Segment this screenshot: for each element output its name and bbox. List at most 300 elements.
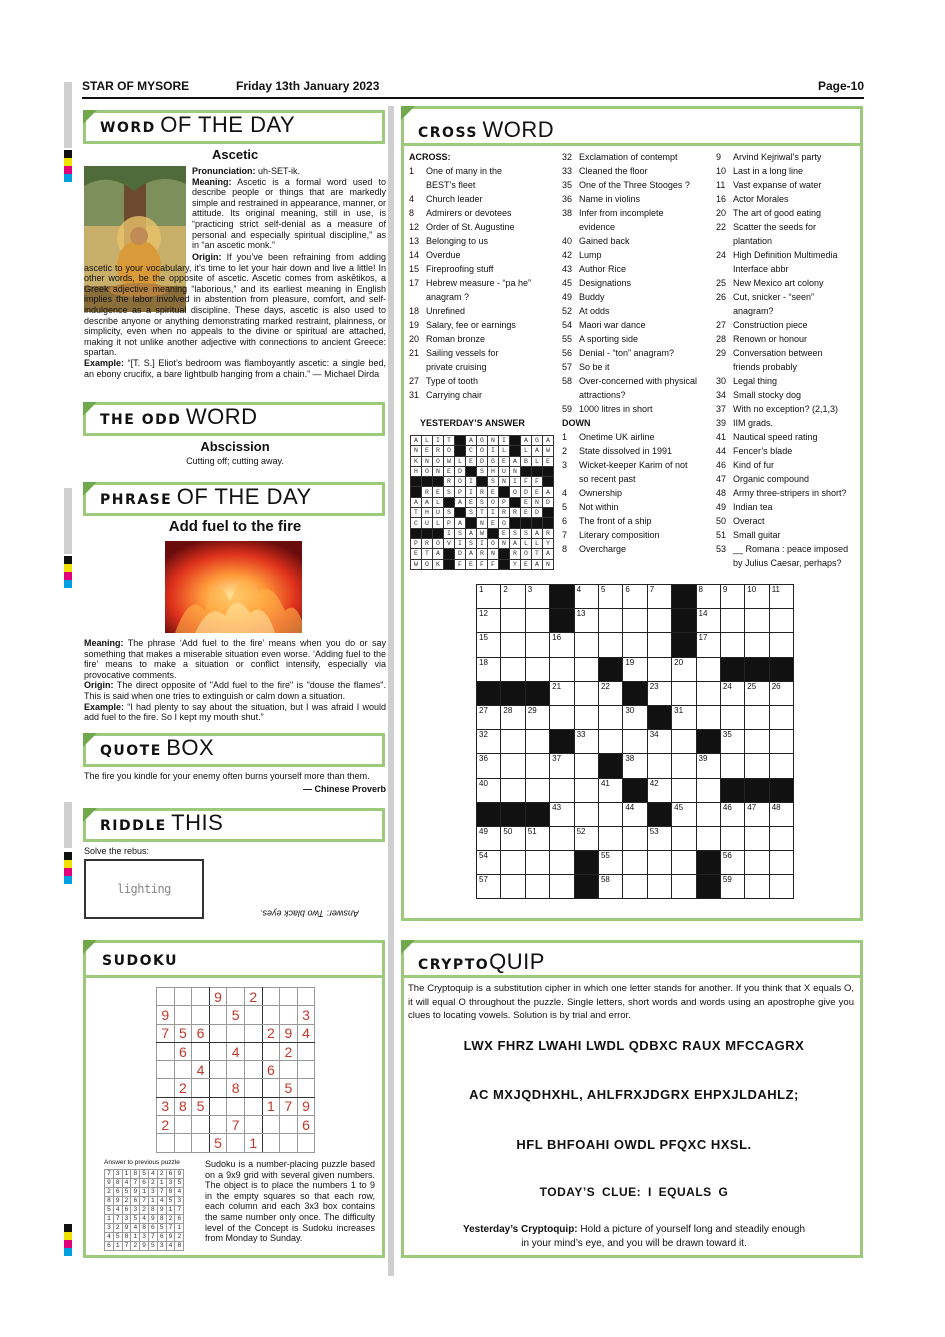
clue-item bbox=[716, 206, 862, 220]
crossword-cell[interactable] bbox=[623, 705, 647, 729]
crossword-cell[interactable] bbox=[525, 778, 549, 802]
crossword-cell[interactable] bbox=[501, 705, 525, 729]
crossword-cell[interactable] bbox=[477, 657, 501, 681]
crossword-cell[interactable] bbox=[745, 826, 769, 850]
sudoku-empty-cell[interactable] bbox=[262, 1134, 280, 1152]
crossword-cell[interactable] bbox=[696, 609, 720, 633]
clue-number: 30 bbox=[716, 376, 727, 386]
crossword-cell[interactable] bbox=[623, 730, 647, 754]
crossword-cell[interactable] bbox=[501, 875, 525, 899]
crossword-cell[interactable] bbox=[720, 875, 744, 899]
crossword-cell[interactable] bbox=[647, 730, 671, 754]
sudoku-empty-cell[interactable] bbox=[244, 1042, 262, 1060]
crossword-cell[interactable] bbox=[598, 875, 622, 899]
crossword-cell[interactable] bbox=[598, 778, 622, 802]
sudoku-empty-cell[interactable] bbox=[262, 1006, 280, 1024]
crossword-cell[interactable] bbox=[647, 681, 671, 705]
crossword-cell[interactable] bbox=[477, 754, 501, 778]
sudoku-empty-cell[interactable] bbox=[174, 1006, 192, 1024]
crossword-cell[interactable] bbox=[550, 754, 574, 778]
sudoku-empty-cell[interactable] bbox=[262, 988, 280, 1006]
crossword-cell[interactable] bbox=[696, 778, 720, 802]
clue-number: 51 bbox=[716, 530, 727, 540]
answer-cell: 2 bbox=[113, 1224, 122, 1233]
sudoku-empty-cell[interactable] bbox=[209, 1024, 227, 1042]
crossword-cell[interactable] bbox=[672, 705, 696, 729]
crossword-cell[interactable] bbox=[623, 875, 647, 899]
corner-accent bbox=[83, 482, 97, 496]
crossword-cell[interactable] bbox=[477, 609, 501, 633]
crossword-cell[interactable] bbox=[672, 802, 696, 826]
crossword-cell[interactable] bbox=[720, 633, 744, 657]
clue-text: Actor Morales bbox=[733, 194, 789, 204]
clue-item bbox=[562, 500, 712, 514]
clue-item bbox=[562, 514, 712, 528]
crossword-cell[interactable] bbox=[647, 633, 671, 657]
crossword-black-cell bbox=[598, 754, 622, 778]
crossword-cell[interactable] bbox=[745, 730, 769, 754]
crossword-cell[interactable] bbox=[769, 851, 793, 875]
crossword-cell[interactable] bbox=[574, 754, 598, 778]
crossword-cell[interactable] bbox=[672, 778, 696, 802]
sudoku-given-cell: 9 bbox=[157, 1006, 175, 1024]
answer-cell: 4 bbox=[166, 1242, 175, 1251]
sudoku-empty-cell[interactable] bbox=[174, 1061, 192, 1079]
clue-text: Nautical speed rating bbox=[733, 432, 818, 442]
sudoku-empty-cell[interactable] bbox=[209, 1079, 227, 1097]
crossword-cell[interactable] bbox=[745, 585, 769, 609]
answer-black-cell bbox=[466, 518, 477, 528]
sudoku-empty-cell[interactable] bbox=[262, 1079, 280, 1097]
answer-cell: E bbox=[488, 487, 499, 497]
sudoku-empty-cell[interactable] bbox=[227, 1024, 245, 1042]
sudoku-empty-cell[interactable] bbox=[209, 1006, 227, 1024]
sudoku-empty-cell[interactable] bbox=[192, 1134, 210, 1152]
crossword-cell[interactable] bbox=[525, 705, 549, 729]
crossword-cell[interactable] bbox=[647, 609, 671, 633]
crossword-cell[interactable] bbox=[525, 633, 549, 657]
crossword-cell[interactable] bbox=[574, 730, 598, 754]
sudoku-empty-cell[interactable] bbox=[157, 1079, 175, 1097]
clue-number: 41 bbox=[716, 432, 727, 442]
sudoku-empty-cell[interactable] bbox=[209, 1116, 227, 1134]
crossword-cell[interactable] bbox=[598, 585, 622, 609]
crossword-black-cell bbox=[720, 778, 744, 802]
crossword-cell[interactable] bbox=[525, 826, 549, 850]
clue-item bbox=[409, 262, 559, 276]
crossword-cell[interactable] bbox=[623, 633, 647, 657]
crossword-cell[interactable] bbox=[477, 875, 501, 899]
crossword-cell[interactable] bbox=[769, 633, 793, 657]
crossword-cell[interactable] bbox=[550, 778, 574, 802]
answer-cell: A bbox=[455, 518, 466, 528]
crossword-cell[interactable] bbox=[525, 657, 549, 681]
clue-text: Last in a long line bbox=[733, 166, 804, 176]
crossword-cell[interactable] bbox=[696, 681, 720, 705]
crossword-cell[interactable] bbox=[647, 875, 671, 899]
answer-cell: H bbox=[488, 466, 499, 476]
sudoku-empty-cell[interactable] bbox=[280, 988, 298, 1006]
crossword-cell[interactable] bbox=[598, 609, 622, 633]
crossword-cell[interactable] bbox=[745, 609, 769, 633]
crossword-cell[interactable] bbox=[550, 875, 574, 899]
answer-cell: G bbox=[488, 456, 499, 466]
crossword-cell[interactable] bbox=[696, 585, 720, 609]
answer-cell: A bbox=[433, 549, 444, 559]
crossword-cell-number: 8 bbox=[698, 585, 703, 594]
crossword-black-cell bbox=[647, 705, 671, 729]
answer-cell: O bbox=[422, 466, 433, 476]
clue-text: Type of tooth bbox=[426, 376, 479, 386]
answer-cell: D bbox=[455, 549, 466, 559]
clue-item bbox=[716, 178, 862, 192]
crossword-cell[interactable] bbox=[672, 826, 696, 850]
crossword-cell[interactable] bbox=[720, 826, 744, 850]
crossword-cell[interactable] bbox=[501, 730, 525, 754]
answer-cell: O bbox=[488, 497, 499, 507]
crossword-cell[interactable] bbox=[574, 778, 598, 802]
sudoku-given-cell: 3 bbox=[157, 1097, 175, 1115]
clue-text: Organic compound bbox=[733, 474, 810, 484]
sudoku-empty-cell[interactable] bbox=[244, 1079, 262, 1097]
crossword-cell[interactable] bbox=[477, 730, 501, 754]
crossword-cell[interactable] bbox=[623, 657, 647, 681]
crossword-cell[interactable] bbox=[477, 851, 501, 875]
crossword-cell[interactable] bbox=[720, 730, 744, 754]
crossword-cell[interactable] bbox=[550, 681, 574, 705]
crossword-cell[interactable] bbox=[623, 826, 647, 850]
crossword-cell[interactable] bbox=[647, 778, 671, 802]
crossword-cell[interactable] bbox=[477, 705, 501, 729]
crossword-cell[interactable] bbox=[769, 730, 793, 754]
sudoku-empty-cell[interactable] bbox=[297, 1079, 315, 1097]
crossword-cell[interactable] bbox=[745, 851, 769, 875]
crossword-cell[interactable] bbox=[574, 657, 598, 681]
crossword-cell[interactable] bbox=[525, 730, 549, 754]
clue-item bbox=[562, 528, 712, 542]
sudoku-empty-cell[interactable] bbox=[192, 1042, 210, 1060]
word-of-day-body-top bbox=[192, 166, 386, 251]
crossword-cell[interactable] bbox=[525, 609, 549, 633]
crossword-cell[interactable] bbox=[574, 609, 598, 633]
answer-cell: T bbox=[444, 436, 455, 446]
sudoku-empty-cell[interactable] bbox=[244, 1097, 262, 1115]
yesterday-answer-grid bbox=[410, 435, 554, 570]
crossword-cell-number: 55 bbox=[600, 851, 610, 861]
crossword-cell[interactable] bbox=[574, 585, 598, 609]
crossword-cell[interactable] bbox=[623, 585, 647, 609]
crossword-cell[interactable] bbox=[720, 585, 744, 609]
sudoku-empty-cell[interactable] bbox=[209, 1097, 227, 1115]
answer-cell: 1 bbox=[105, 1215, 114, 1224]
answer-cell: A bbox=[543, 487, 554, 497]
clue-item bbox=[716, 458, 862, 472]
answer-cell: 7 bbox=[122, 1242, 131, 1251]
crossword-cell[interactable] bbox=[672, 851, 696, 875]
crossword-cell[interactable] bbox=[696, 633, 720, 657]
clue-number: 44 bbox=[716, 446, 727, 456]
clue-text: Not within bbox=[579, 502, 619, 512]
answer-cell: L bbox=[532, 538, 543, 548]
crossword-cell[interactable] bbox=[525, 851, 549, 875]
sudoku-empty-cell[interactable] bbox=[227, 1061, 245, 1079]
crossword-cell[interactable] bbox=[623, 802, 647, 826]
example-label: Example: bbox=[84, 357, 125, 368]
answer-cell: O bbox=[477, 446, 488, 456]
answer-black-cell bbox=[521, 466, 532, 476]
answer-cell: U bbox=[499, 466, 510, 476]
sudoku-empty-cell[interactable] bbox=[297, 1061, 315, 1079]
crossword-cell[interactable] bbox=[550, 826, 574, 850]
crossword-cell[interactable] bbox=[574, 705, 598, 729]
clue-number: 7 bbox=[562, 530, 568, 540]
clue-text: State dissolved in 1991 bbox=[579, 446, 673, 456]
answer-cell: S bbox=[510, 528, 521, 538]
sudoku-empty-cell[interactable] bbox=[262, 1042, 280, 1060]
crossword-cell[interactable] bbox=[769, 705, 793, 729]
crossword-cell[interactable] bbox=[720, 705, 744, 729]
clue-number: 2 bbox=[562, 446, 568, 456]
sudoku-empty-cell[interactable] bbox=[262, 1116, 280, 1134]
crossword-cell-number: 28 bbox=[503, 705, 513, 715]
sudoku-empty-cell[interactable] bbox=[297, 1134, 315, 1152]
crossword-grid[interactable] bbox=[476, 584, 794, 899]
crossword-cell-number: 35 bbox=[722, 730, 732, 740]
clue-number: 54 bbox=[562, 320, 573, 330]
crossword-cell[interactable] bbox=[769, 585, 793, 609]
crossword-cell[interactable] bbox=[477, 826, 501, 850]
crossword-cell[interactable] bbox=[672, 730, 696, 754]
clue-text-continued: attractions? bbox=[579, 390, 626, 400]
crossword-cell[interactable] bbox=[769, 754, 793, 778]
clue-text: Cut, snicker - “seen” bbox=[733, 292, 815, 302]
answer-cell: O bbox=[488, 538, 499, 548]
crossword-cell-number: 39 bbox=[698, 754, 708, 764]
clue-text: __ Romana : peace imposed bbox=[733, 544, 849, 554]
clue-text: One of many in the bbox=[426, 166, 503, 176]
clue-item bbox=[409, 388, 559, 402]
sudoku-empty-cell[interactable] bbox=[297, 988, 315, 1006]
crossword-cell[interactable] bbox=[501, 851, 525, 875]
clue-text-continued: evidence bbox=[579, 222, 616, 232]
clue-item bbox=[716, 318, 862, 332]
crossword-cell[interactable] bbox=[720, 802, 744, 826]
crossword-cell[interactable] bbox=[598, 633, 622, 657]
crossword-cell[interactable] bbox=[598, 705, 622, 729]
answer-cell: 5 bbox=[113, 1233, 122, 1242]
sudoku-empty-cell[interactable] bbox=[174, 988, 192, 1006]
crossword-cell[interactable] bbox=[525, 754, 549, 778]
sudoku-empty-cell[interactable] bbox=[244, 1116, 262, 1134]
crossword-cell[interactable] bbox=[769, 875, 793, 899]
crossword-cell[interactable] bbox=[501, 657, 525, 681]
crossword-cell[interactable] bbox=[745, 633, 769, 657]
crossword-cell[interactable] bbox=[623, 754, 647, 778]
answer-cell: O bbox=[455, 477, 466, 487]
sudoku-empty-cell[interactable] bbox=[157, 988, 175, 1006]
yesterday-cryptoquip-label: Yesterday’s Cryptoquip: bbox=[462, 1224, 578, 1235]
sudoku-empty-cell[interactable] bbox=[244, 1061, 262, 1079]
crossword-cell[interactable] bbox=[720, 851, 744, 875]
sudoku-empty-cell[interactable] bbox=[280, 1061, 298, 1079]
answer-cell: E bbox=[532, 487, 543, 497]
crossword-cell[interactable] bbox=[745, 802, 769, 826]
sudoku-empty-cell[interactable] bbox=[174, 1134, 192, 1152]
sudoku-empty-cell[interactable] bbox=[192, 1006, 210, 1024]
crossword-cell[interactable] bbox=[477, 633, 501, 657]
word-of-day-header bbox=[83, 110, 385, 144]
crossword-cell[interactable] bbox=[598, 802, 622, 826]
crossword-cell[interactable] bbox=[501, 778, 525, 802]
crossword-cell[interactable] bbox=[623, 609, 647, 633]
answer-cell: R bbox=[543, 528, 554, 538]
crossword-cell[interactable] bbox=[550, 633, 574, 657]
answer-cell: 4 bbox=[148, 1170, 157, 1179]
crossword-cell[interactable] bbox=[647, 657, 671, 681]
sudoku-empty-cell[interactable] bbox=[280, 1116, 298, 1134]
crossword-cell[interactable] bbox=[501, 585, 525, 609]
clue-number: 4 bbox=[409, 194, 415, 204]
crossword-cell[interactable] bbox=[769, 609, 793, 633]
clue-item bbox=[716, 346, 862, 360]
answer-cell: 6 bbox=[140, 1179, 149, 1188]
clue-text-continued: friends probably bbox=[733, 362, 798, 372]
answer-cell: F bbox=[532, 477, 543, 487]
crossword-cell[interactable] bbox=[647, 851, 671, 875]
crossword-cell[interactable] bbox=[720, 609, 744, 633]
crossword-cell[interactable] bbox=[574, 826, 598, 850]
corner-accent bbox=[83, 940, 97, 954]
answer-cell: O bbox=[444, 446, 455, 456]
sudoku-empty-cell[interactable] bbox=[192, 1079, 210, 1097]
answer-cell: K bbox=[411, 456, 422, 466]
sudoku-empty-cell[interactable] bbox=[157, 1042, 175, 1060]
answer-cell: 7 bbox=[105, 1170, 114, 1179]
crossword-cell[interactable] bbox=[745, 681, 769, 705]
crossword-cell[interactable] bbox=[550, 851, 574, 875]
crossword-cell[interactable] bbox=[769, 681, 793, 705]
sudoku-empty-cell[interactable] bbox=[209, 1042, 227, 1060]
crossword-cell[interactable] bbox=[720, 754, 744, 778]
example-label: Example: bbox=[84, 701, 125, 712]
registration-mark bbox=[64, 556, 72, 588]
sudoku-empty-cell[interactable] bbox=[297, 1042, 315, 1060]
sudoku-given-cell: 4 bbox=[192, 1061, 210, 1079]
crossword-cell[interactable] bbox=[525, 875, 549, 899]
sudoku-empty-cell[interactable] bbox=[227, 1134, 245, 1152]
crossword-cell[interactable] bbox=[550, 705, 574, 729]
sudoku-empty-cell[interactable] bbox=[192, 1116, 210, 1134]
sudoku-empty-cell[interactable] bbox=[192, 988, 210, 1006]
sudoku-empty-cell[interactable] bbox=[209, 1061, 227, 1079]
crossword-cell[interactable] bbox=[672, 875, 696, 899]
crossword-cell[interactable] bbox=[598, 681, 622, 705]
answer-cell: L bbox=[521, 538, 532, 548]
sudoku-grid[interactable] bbox=[156, 987, 315, 1153]
crossword-cell[interactable] bbox=[477, 585, 501, 609]
registration-mark bbox=[64, 852, 72, 884]
crossword-cell[interactable] bbox=[623, 851, 647, 875]
crossword-cell[interactable] bbox=[769, 826, 793, 850]
quote-text: The fire you kindle for your enemy often burns yourself more than them. bbox=[84, 771, 370, 781]
sudoku-empty-cell[interactable] bbox=[244, 1024, 262, 1042]
clue-number: 1 bbox=[562, 432, 568, 442]
crossword-cell[interactable] bbox=[672, 657, 696, 681]
crossword-cell[interactable] bbox=[720, 681, 744, 705]
answer-cell: 9 bbox=[140, 1242, 149, 1251]
crossword-cell[interactable] bbox=[598, 851, 622, 875]
clue-text-continued: plantation bbox=[733, 236, 773, 246]
clue-item bbox=[716, 472, 862, 486]
clue-text: Buddy bbox=[579, 292, 605, 302]
crossword-cell[interactable] bbox=[745, 754, 769, 778]
crossword-cell[interactable] bbox=[574, 802, 598, 826]
crossword-cell[interactable] bbox=[501, 633, 525, 657]
sudoku-empty-cell[interactable] bbox=[174, 1116, 192, 1134]
clue-number: 28 bbox=[716, 334, 727, 344]
answer-cell: L bbox=[521, 446, 532, 456]
answer-cell: A bbox=[543, 436, 554, 446]
answer-cell: N bbox=[488, 549, 499, 559]
crossword-cell-number: 54 bbox=[479, 851, 488, 861]
crossword-cell[interactable] bbox=[501, 826, 525, 850]
crossword-cell[interactable] bbox=[598, 826, 622, 850]
crossword-cell[interactable] bbox=[477, 778, 501, 802]
crossword-cell[interactable] bbox=[550, 802, 574, 826]
crossword-cell[interactable] bbox=[574, 681, 598, 705]
crossword-cell[interactable] bbox=[598, 730, 622, 754]
crossword-cell[interactable] bbox=[696, 705, 720, 729]
sudoku-empty-cell[interactable] bbox=[157, 1134, 175, 1152]
crossword-cell[interactable] bbox=[647, 585, 671, 609]
crossword-cell[interactable] bbox=[696, 754, 720, 778]
answer-cell: F bbox=[477, 559, 488, 569]
answer-cell: K bbox=[433, 559, 444, 569]
crossword-cell[interactable] bbox=[745, 705, 769, 729]
crossword-cell[interactable] bbox=[769, 802, 793, 826]
crossword-cell[interactable] bbox=[672, 754, 696, 778]
clue-number: 6 bbox=[562, 516, 568, 526]
crossword-cell[interactable] bbox=[696, 657, 720, 681]
clue-text: Gained back bbox=[579, 236, 630, 246]
clue-number: 43 bbox=[562, 264, 573, 274]
sudoku-empty-cell[interactable] bbox=[244, 1006, 262, 1024]
sudoku-empty-cell[interactable] bbox=[227, 988, 245, 1006]
crossword-cell[interactable] bbox=[647, 754, 671, 778]
answer-cell: E bbox=[466, 559, 477, 569]
crossword-cell[interactable] bbox=[574, 633, 598, 657]
answer-cell: 4 bbox=[105, 1233, 114, 1242]
answer-cell: L bbox=[422, 436, 433, 446]
crossword-cell[interactable] bbox=[745, 875, 769, 899]
crossword-cell[interactable] bbox=[647, 826, 671, 850]
sudoku-empty-cell[interactable] bbox=[280, 1006, 298, 1024]
sudoku-given-cell: 6 bbox=[174, 1042, 192, 1060]
crossword-cell[interactable] bbox=[501, 609, 525, 633]
crossword-cell[interactable] bbox=[501, 754, 525, 778]
sudoku-empty-cell[interactable] bbox=[157, 1061, 175, 1079]
clue-item bbox=[562, 164, 712, 178]
crossword-cell[interactable] bbox=[550, 657, 574, 681]
crossword-cell[interactable] bbox=[696, 826, 720, 850]
crossword-cell[interactable] bbox=[525, 585, 549, 609]
clue-number: 46 bbox=[716, 460, 727, 470]
crossword-black-cell bbox=[477, 802, 501, 826]
crossword-cell[interactable] bbox=[672, 681, 696, 705]
crossword-cell[interactable] bbox=[696, 802, 720, 826]
sudoku-empty-cell[interactable] bbox=[280, 1134, 298, 1152]
sudoku-empty-cell[interactable] bbox=[227, 1097, 245, 1115]
